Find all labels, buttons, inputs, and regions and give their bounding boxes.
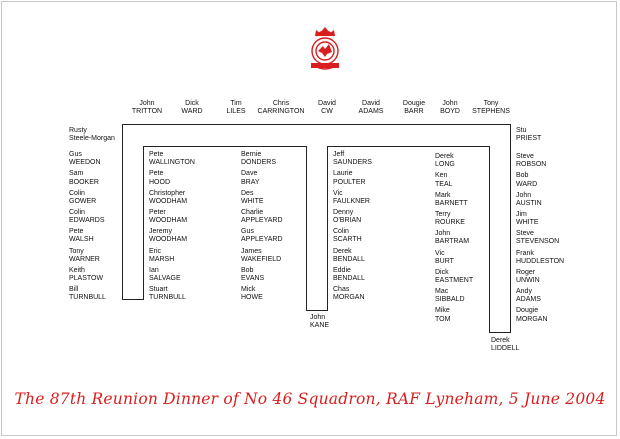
last-name: MARSH bbox=[149, 255, 175, 263]
first-name: Stu bbox=[516, 127, 527, 134]
guest-leg2-left bbox=[241, 228, 283, 244]
first-name: Charlie bbox=[241, 208, 264, 216]
first-name: Frank bbox=[516, 249, 534, 257]
last-name: SAUNDERS bbox=[333, 159, 372, 167]
table-leg-end-guest bbox=[491, 337, 519, 353]
first-name: Steve bbox=[516, 153, 534, 160]
last-name: WARD bbox=[181, 108, 203, 116]
guest-leg3-left bbox=[435, 269, 473, 285]
first-name: John bbox=[435, 230, 451, 238]
last-name: APPLEYARD bbox=[241, 217, 283, 225]
last-name: BRAY bbox=[241, 178, 260, 186]
guest-outer-left bbox=[69, 286, 106, 302]
guest-leg2-left bbox=[241, 267, 264, 283]
guest-outer-right bbox=[516, 230, 559, 246]
first-name: John bbox=[139, 100, 155, 107]
first-name: Tony bbox=[483, 100, 499, 107]
last-name: CARRINGTON bbox=[257, 108, 305, 116]
table-leg-end-guest bbox=[310, 314, 329, 330]
last-name: ADAMS bbox=[358, 108, 384, 116]
head-table-guest bbox=[440, 100, 460, 116]
last-name: DONDERS bbox=[241, 159, 277, 167]
first-name: Pete bbox=[149, 170, 164, 178]
first-name: John bbox=[516, 191, 532, 199]
guest-leg2-right bbox=[333, 248, 365, 264]
last-name: PRIEST bbox=[516, 135, 542, 143]
last-name: LILES bbox=[226, 108, 246, 116]
last-name: HOOD bbox=[149, 178, 170, 186]
head-table-guest bbox=[359, 100, 384, 116]
guest-outer-left bbox=[69, 209, 105, 225]
last-name: EASTMENT bbox=[435, 277, 474, 284]
first-name: Dave bbox=[241, 170, 258, 178]
guest-leg2-right bbox=[333, 190, 370, 206]
guest-leg2-right bbox=[333, 286, 365, 302]
head-table-guest bbox=[181, 100, 202, 116]
guest-leg3-left bbox=[435, 172, 453, 188]
last-name: TOM bbox=[435, 315, 451, 323]
first-name: Terry bbox=[435, 210, 451, 218]
first-name: Dick bbox=[185, 100, 199, 107]
last-name: BOOKER bbox=[69, 178, 99, 186]
guest-leg3-left bbox=[435, 307, 450, 323]
last-name: TEAL bbox=[435, 180, 453, 188]
head-table bbox=[122, 124, 511, 147]
last-name: BURT bbox=[435, 257, 454, 265]
first-name: Mick bbox=[241, 286, 256, 294]
first-name: Peter bbox=[149, 208, 166, 216]
guest-leg3-left bbox=[435, 192, 468, 208]
last-name: EVANS bbox=[241, 275, 265, 282]
last-name: WALLINGTON bbox=[149, 159, 195, 167]
last-name: BOYD bbox=[440, 108, 460, 116]
head-table-guest bbox=[226, 100, 245, 116]
guest-leg1-right bbox=[149, 209, 187, 225]
last-name: Steele-Morgan bbox=[69, 135, 115, 143]
first-name: David bbox=[318, 100, 336, 107]
last-name: KANE bbox=[310, 322, 330, 330]
event-title: The 87th Reunion Dinner of No 46 Squadron, RAF Lyneham, 5 June 2004 bbox=[14, 390, 606, 408]
first-name: Dougie bbox=[516, 307, 539, 315]
last-name: WAKEFIELD bbox=[241, 255, 282, 263]
first-name: Gus bbox=[69, 151, 82, 158]
first-name: Bill bbox=[69, 286, 79, 294]
first-name: Chris bbox=[272, 100, 290, 107]
first-name: Andy bbox=[516, 288, 532, 296]
last-name: STEPHENS bbox=[472, 108, 510, 116]
last-name: AUSTIN bbox=[516, 199, 542, 207]
last-name: WHITE bbox=[516, 219, 539, 227]
last-name: WOODHAM bbox=[149, 236, 188, 244]
last-name: POULTER bbox=[333, 178, 366, 186]
table-end-left-guest bbox=[69, 127, 115, 143]
guest-outer-right bbox=[516, 250, 564, 266]
guest-leg2-right bbox=[333, 170, 366, 186]
first-name: Vic bbox=[333, 189, 343, 197]
first-name: Derek bbox=[435, 153, 454, 160]
last-name: BARNETT bbox=[435, 199, 468, 207]
guest-outer-right bbox=[516, 269, 540, 285]
last-name: SIBBALD bbox=[435, 296, 465, 304]
last-name: BARTRAM bbox=[435, 238, 470, 246]
last-name: WOODHAM bbox=[149, 217, 188, 225]
guest-leg2-left bbox=[241, 190, 264, 206]
first-name: Mac bbox=[435, 288, 449, 296]
first-name: Jeremy bbox=[149, 228, 172, 236]
first-name: Mike bbox=[435, 307, 450, 315]
first-name: Christopher bbox=[149, 189, 186, 197]
last-name: WARD bbox=[516, 180, 538, 188]
guest-leg3-left bbox=[435, 211, 465, 227]
first-name: Derek bbox=[333, 247, 352, 255]
first-name: Laurie bbox=[333, 170, 353, 178]
table-leg-left bbox=[122, 146, 144, 300]
first-name: Stuart bbox=[149, 286, 168, 294]
squadron-crest-icon bbox=[305, 24, 345, 76]
guest-leg1-right bbox=[149, 190, 187, 206]
last-name: HOWE bbox=[241, 294, 263, 302]
guest-outer-right bbox=[516, 192, 542, 208]
head-table-guest bbox=[318, 100, 336, 116]
last-name: O'BRIAN bbox=[333, 217, 362, 225]
last-name: TRITTON bbox=[131, 108, 163, 116]
guest-leg2-right bbox=[333, 209, 361, 225]
last-name: ROURKE bbox=[435, 219, 465, 227]
last-name: WARNER bbox=[69, 255, 100, 263]
guest-outer-right bbox=[516, 288, 541, 304]
first-name: Gus bbox=[241, 228, 254, 236]
guest-leg3-left bbox=[435, 250, 454, 266]
guest-leg3-left bbox=[435, 230, 469, 246]
guest-leg2-left bbox=[241, 248, 281, 264]
first-name: Colin bbox=[333, 228, 349, 236]
first-name: Ian bbox=[149, 266, 159, 274]
last-name: EDWARDS bbox=[69, 217, 105, 225]
guest-outer-left bbox=[69, 228, 94, 244]
first-name: Ken bbox=[435, 172, 448, 180]
last-name: APPLEYARD bbox=[241, 236, 283, 244]
first-name: Dick bbox=[435, 268, 449, 276]
last-name: SCARTH bbox=[333, 236, 362, 244]
guest-leg2-left bbox=[241, 209, 283, 225]
guest-leg2-right bbox=[333, 151, 372, 167]
first-name: James bbox=[241, 247, 262, 255]
first-name: Vic bbox=[435, 249, 445, 257]
last-name: STEVENSON bbox=[516, 238, 560, 246]
guest-leg2-right bbox=[333, 267, 365, 283]
table-leg-right bbox=[489, 146, 511, 333]
guest-outer-left bbox=[69, 190, 96, 206]
first-name: Denny bbox=[333, 208, 354, 216]
first-name: John bbox=[442, 100, 458, 107]
first-name: Eddie bbox=[333, 266, 351, 274]
last-name: CW bbox=[321, 108, 333, 116]
first-name: David bbox=[362, 100, 380, 107]
guest-leg1-right bbox=[149, 248, 174, 264]
last-name: WEEDON bbox=[69, 159, 101, 167]
last-name: PLASTOW bbox=[69, 275, 104, 282]
guest-outer-left bbox=[69, 170, 99, 186]
first-name: Des bbox=[241, 189, 254, 197]
guest-leg2-left bbox=[241, 170, 260, 186]
last-name: MORGAN bbox=[333, 294, 365, 302]
first-name: Roger bbox=[516, 268, 536, 276]
last-name: HUDDLESTON bbox=[516, 257, 565, 265]
last-name: WHITE bbox=[241, 197, 264, 205]
first-name: Keith bbox=[69, 266, 85, 274]
last-name: UNWIN bbox=[516, 277, 540, 284]
guest-leg2-right bbox=[333, 228, 362, 244]
table-leg-middle bbox=[306, 146, 328, 311]
guest-leg1-right bbox=[149, 151, 195, 167]
first-name: Colin bbox=[69, 208, 85, 216]
guest-outer-right bbox=[516, 153, 546, 169]
first-name: Pete bbox=[69, 228, 84, 236]
guest-leg1-right bbox=[149, 170, 170, 186]
guest-leg1-right bbox=[149, 228, 187, 244]
head-table-guest bbox=[472, 100, 510, 116]
first-name: Dougie bbox=[402, 100, 426, 107]
table-end-right-guest bbox=[516, 127, 541, 143]
guest-leg2-left bbox=[241, 151, 276, 167]
first-name: Steve bbox=[516, 230, 534, 238]
first-name: Tony bbox=[69, 247, 84, 255]
guest-outer-left bbox=[69, 267, 103, 283]
first-name: Eric bbox=[149, 247, 162, 255]
last-name: BARR bbox=[404, 108, 424, 116]
last-name: GOWER bbox=[69, 197, 97, 205]
guest-outer-left bbox=[69, 248, 100, 264]
guest-leg1-right bbox=[149, 267, 181, 283]
last-name: ADAMS bbox=[516, 296, 541, 304]
guest-leg1-right bbox=[149, 286, 186, 302]
first-name: Mark bbox=[435, 191, 451, 199]
guest-outer-right bbox=[516, 172, 537, 188]
first-name: Pete bbox=[149, 151, 164, 158]
guest-leg3-left bbox=[435, 153, 455, 169]
last-name: SALVAGE bbox=[149, 275, 181, 282]
last-name: BENDALL bbox=[333, 255, 365, 263]
first-name: Rusty bbox=[69, 127, 87, 134]
last-name: WALSH bbox=[69, 236, 94, 244]
first-name: Bob bbox=[241, 266, 254, 274]
first-name: Colin bbox=[69, 189, 85, 197]
first-name: Chas bbox=[333, 286, 350, 294]
guest-outer-right bbox=[516, 211, 539, 227]
last-name: LONG bbox=[435, 161, 455, 169]
first-name: John bbox=[310, 314, 326, 321]
first-name: Bernie bbox=[241, 151, 262, 158]
last-name: ROBSON bbox=[516, 161, 547, 169]
last-name: BENDALL bbox=[333, 275, 365, 282]
last-name: LIDDELL bbox=[491, 345, 520, 353]
last-name: TURNBULL bbox=[149, 294, 186, 302]
head-table-guest bbox=[132, 100, 162, 116]
last-name: WOODHAM bbox=[149, 197, 188, 205]
guest-outer-right bbox=[516, 307, 548, 323]
first-name: Jim bbox=[516, 210, 527, 218]
guest-leg2-left bbox=[241, 286, 263, 302]
first-name: Tim bbox=[230, 100, 242, 107]
head-table-guest bbox=[258, 100, 305, 116]
first-name: Jeff bbox=[333, 151, 345, 158]
first-name: Bob bbox=[516, 172, 529, 180]
guest-outer-left bbox=[69, 151, 101, 167]
head-table-guest bbox=[403, 100, 425, 116]
last-name: TURNBULL bbox=[69, 294, 106, 302]
first-name: Derek bbox=[491, 337, 510, 344]
last-name: FAULKNER bbox=[333, 197, 370, 205]
guest-leg3-left bbox=[435, 288, 465, 304]
first-name: Sam bbox=[69, 170, 84, 178]
last-name: MORGAN bbox=[516, 315, 548, 323]
